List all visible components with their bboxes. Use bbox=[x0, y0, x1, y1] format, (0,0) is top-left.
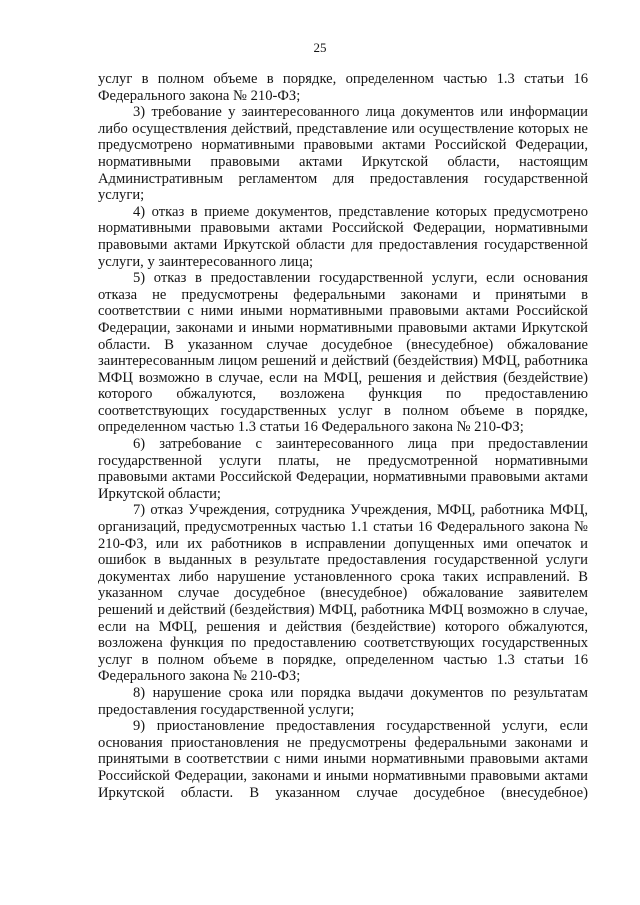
paragraph-item-8: 8) нарушение срока или порядка выдачи документов по результатам предоставления государственной услуги; bbox=[98, 684, 588, 718]
paragraph-item-5: 5) отказ в предоставлении государственной услуги, если основания отказа не предусмотрены федеральными законами и принятыми в соответствии с ними иными нормативными правовыми актами Российской Федерации, законами и иными нормативными правовыми актами Иркутской области. В указанном случае досудебное (внесудебное) обжалование заинтересованным лицом решений и действий (бездействия) МФЦ, работника МФЦ возможно в случае, если на МФЦ, решения и действия (бездействие) которого обжалуются, возложена функция по предоставлению соответствующих государственных услуг в полном объеме в порядке, определенном частью 1.3 статьи 16 Федерального закона № 210-ФЗ; bbox=[98, 270, 588, 436]
body-text bbox=[98, 71, 588, 801]
page-number: 25 bbox=[313, 40, 327, 55]
paragraph-item-4: 4) отказ в приеме документов, представление которых предусмотрено нормативными правовыми актами Российской Федерации, нормативными правовыми актами Иркутской области для предоставления государственной услуги, у заинтересованного лица; bbox=[98, 203, 588, 270]
paragraph-item-7: 7) отказ Учреждения, сотрудника Учреждения, МФЦ, работника МФЦ, организаций, предусмотренных частью 1.1 статьи 16 Федерального закона № 210-ФЗ, или их работников в исправлении допущенных ими опечаток и ошибок в выданных в результате предоставления государственной услуги документах либо нарушение установленного срока таких исправлений. В указанном случае досудебное (внесудебное) обжалование заявителем решений и действий (бездействия) МФЦ, работника МФЦ возможно в случае, если на МФЦ, решения и действия (бездействие) которого обжалуются, возложена функция по предоставлению соответствующих государственных услуг в полном объеме в порядке, определенном частью 1.3 статьи 16 Федерального закона № 210-ФЗ; bbox=[98, 502, 588, 685]
paragraph-item-3: 3) требование у заинтересованного лица документов или информации либо осуществления действий, представление или осуществление которых не предусмотрено нормативными правовыми актами Российской Федерации, нормативными правовыми актами Иркутской области, настоящим Административным регламентом для предоставления государственной услуги; bbox=[98, 104, 588, 204]
paragraph-item-6: 6) затребование с заинтересованного лица при предоставлении государственной услуги платы, не предусмотренной нормативными правовыми актами Российской Федерации, нормативными правовыми актами Иркутской области; bbox=[98, 436, 588, 502]
paragraph-continuation: услуг в полном объеме в порядке, определенном частью 1.3 статьи 16 Федерального закона № 210-ФЗ; bbox=[98, 71, 588, 104]
paragraph-item-9: 9) приостановление предоставления государственной услуги, если основания приостановления не предусмотрены федеральными законами и принятыми в соответствии с ними иными нормативными правовыми актами Российской Федерации, законами и иными нормативными правовыми актами Иркутской области. В указанном случае досудебное (внесудебное) bbox=[98, 718, 588, 801]
